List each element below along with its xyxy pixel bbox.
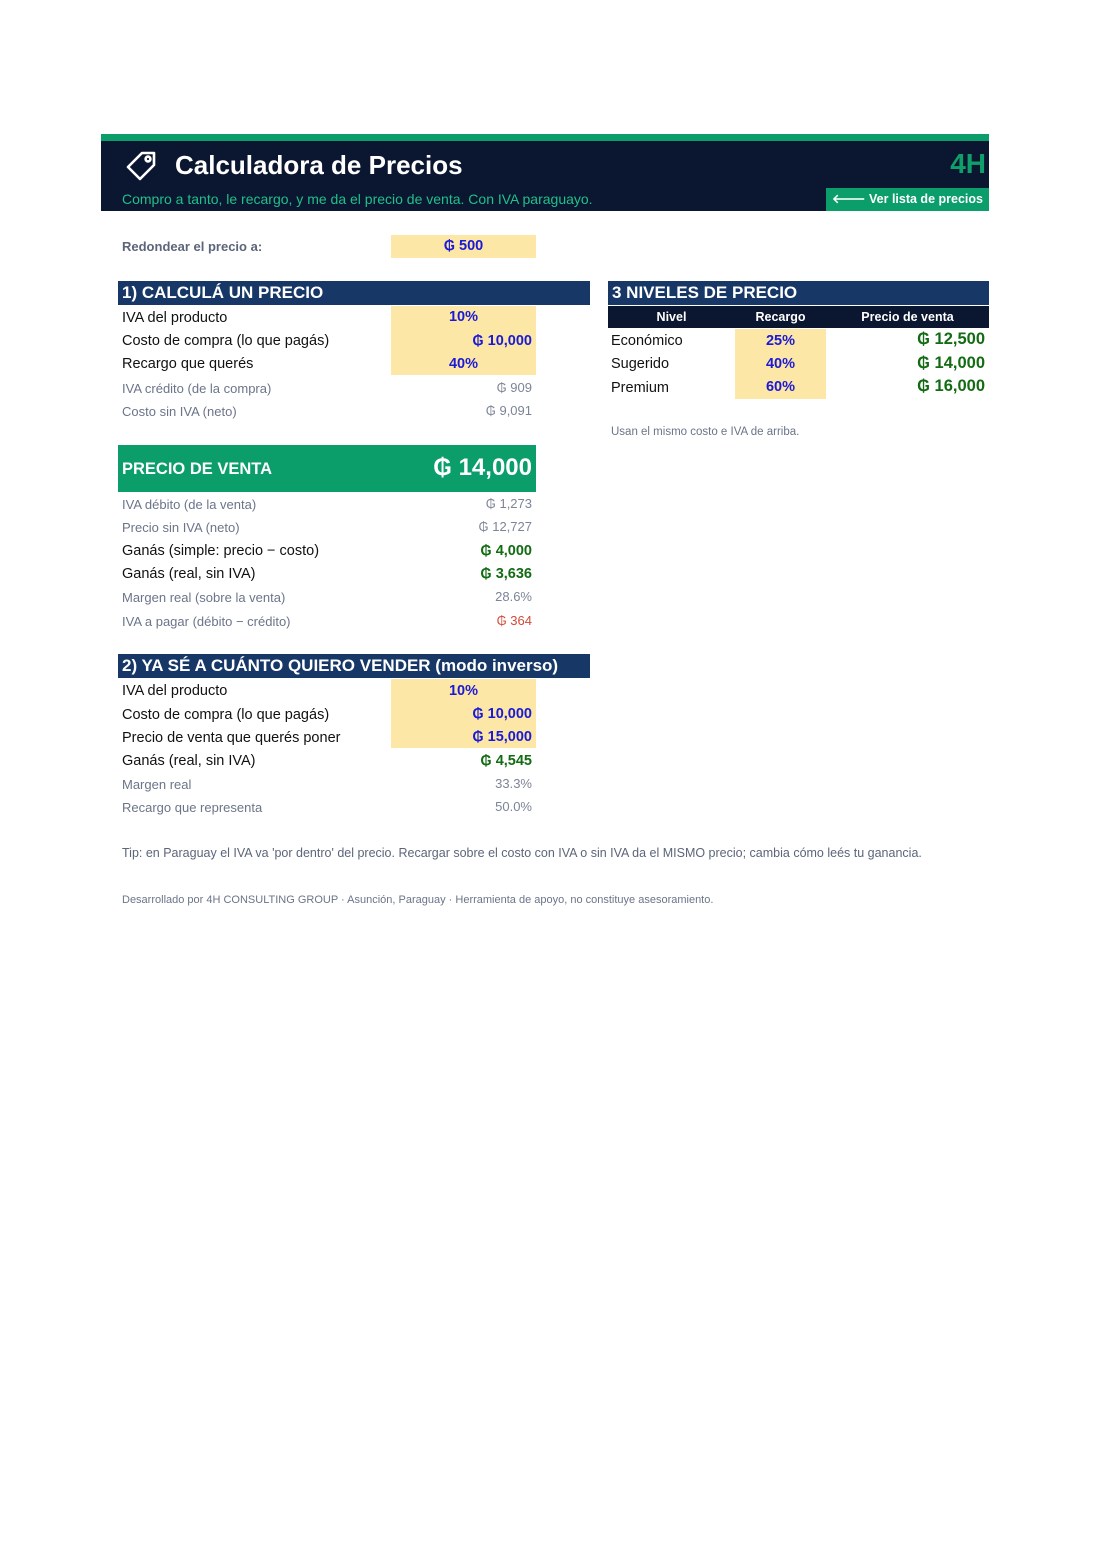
iva-credit-value: ₲ 909 <box>496 380 532 395</box>
brand-logo: 4H <box>950 148 986 179</box>
real-profit-label: Ganás (real, sin IVA) <box>122 566 256 582</box>
rounding-input[interactable]: ₲ 500 <box>391 235 536 258</box>
inverse-profit-value: ₲ 4,545 <box>480 753 532 769</box>
inverse-markup-value: 50.0% <box>495 799 532 814</box>
iva-payable-value: ₲ 364 <box>496 613 532 628</box>
price-list-button[interactable]: 🡐 Ver lista de precios <box>826 188 989 211</box>
inverse-price-label: Precio de venta que querés poner <box>122 730 341 746</box>
markup-label: Recargo que querés <box>122 356 254 372</box>
page-title: Calculadora de Precios <box>175 150 463 180</box>
section2-header: 2) YA SÉ A CUÁNTO QUIERO VENDER (modo inverso) <box>118 654 590 678</box>
inverse-iva-label: IVA del producto <box>122 683 228 699</box>
levels-note: Usan el mismo costo e IVA de arriba. <box>611 426 800 438</box>
inverse-price-input[interactable]: ₲ 15,000 <box>472 729 532 745</box>
sale-price-value: ₲ 14,000 <box>433 454 532 481</box>
levels-col-level: Nivel <box>608 306 735 328</box>
page-subtitle: Compro a tanto, le recargo, y me da el precio de venta. Con IVA paraguayo. <box>122 191 593 207</box>
level-premium-price: ₲ 16,000 <box>917 377 985 395</box>
level-economic-price: ₲ 12,500 <box>917 330 985 348</box>
level-economic-markup[interactable]: 25% <box>765 333 796 349</box>
tip-text: Tip: en Paraguay el IVA va 'por dentro' del precio. Recargar sobre el costo con IVA o sin IVA da el MISMO precio; cambia cómo leés tu ganancia. <box>122 846 922 860</box>
net-price-label: Precio sin IVA (neto) <box>122 520 240 535</box>
levels-col-markup: Recargo <box>735 306 826 328</box>
level-economic-label: Económico <box>611 333 683 349</box>
section1-header: 1) CALCULÁ UN PRECIO <box>118 281 590 305</box>
header-accent-bar <box>101 134 989 141</box>
levels-col-price: Precio de venta <box>826 306 989 328</box>
inverse-profit-label: Ganás (real, sin IVA) <box>122 753 256 769</box>
simple-profit-value: ₲ 4,000 <box>480 543 532 559</box>
inverse-cost-input[interactable]: ₲ 10,000 <box>472 706 532 722</box>
rounding-label: Redondear el precio a: <box>122 239 263 254</box>
cost-input[interactable]: ₲ 10,000 <box>472 333 532 349</box>
credits-text: Desarrollado por 4H CONSULTING GROUP · Asunción, Paraguay · Herramienta de apoyo, no constituye asesoramiento. <box>122 894 714 906</box>
iva-debit-value: ₲ 1,273 <box>485 496 532 511</box>
net-price-value: ₲ 12,727 <box>478 519 532 534</box>
real-margin-value: 28.6% <box>495 589 532 604</box>
level-suggested-label: Sugerido <box>611 356 670 372</box>
simple-profit-label: Ganás (simple: precio − costo) <box>122 543 320 559</box>
iva-payable-label: IVA a pagar (débito − crédito) <box>122 614 291 629</box>
level-premium-label: Premium <box>611 380 670 396</box>
inverse-cost-label: Costo de compra (lo que pagás) <box>122 707 330 723</box>
markup-input[interactable]: 40% <box>448 356 479 372</box>
iva-input[interactable]: 10% <box>448 309 479 325</box>
level-suggested-price: ₲ 14,000 <box>917 354 985 372</box>
inverse-markup-label: Recargo que representa <box>122 800 263 815</box>
net-cost-label: Costo sin IVA (neto) <box>122 404 237 419</box>
levels-header: 3 NIVELES DE PRECIO <box>608 281 989 305</box>
iva-label: IVA del producto <box>122 310 228 326</box>
net-cost-value: ₲ 9,091 <box>485 403 532 418</box>
level-suggested-markup[interactable]: 40% <box>765 356 796 372</box>
cost-label: Costo de compra (lo que pagás) <box>122 333 330 349</box>
real-profit-value: ₲ 3,636 <box>480 566 532 582</box>
inverse-margin-value: 33.3% <box>495 776 532 791</box>
iva-debit-label: IVA débito (de la venta) <box>122 497 257 512</box>
iva-credit-label: IVA crédito (de la compra) <box>122 381 272 396</box>
sale-price-label: PRECIO DE VENTA <box>122 460 273 478</box>
price-tag-icon <box>124 149 160 181</box>
real-margin-label: Margen real (sobre la venta) <box>122 590 286 605</box>
inverse-margin-label: Margen real <box>122 777 192 792</box>
level-premium-markup[interactable]: 60% <box>765 379 796 395</box>
inverse-iva-input[interactable]: 10% <box>448 683 479 699</box>
